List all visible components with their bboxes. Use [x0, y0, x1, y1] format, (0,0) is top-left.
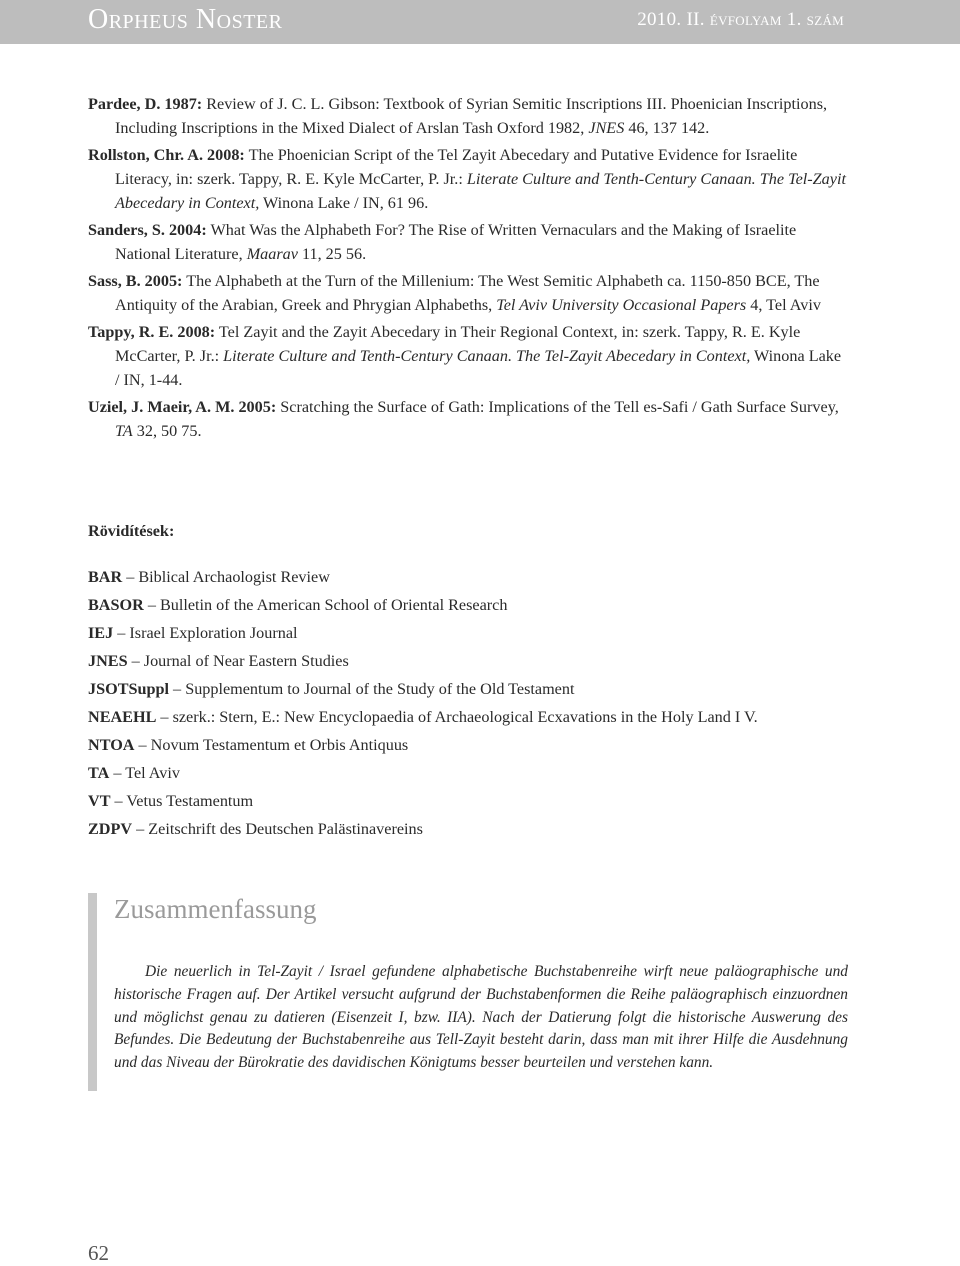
reference-author: Uziel, J. Maeir, A. M. 2005:	[88, 398, 277, 416]
summary-title: Zusammenfassung	[114, 894, 317, 924]
abbreviation: BASOR	[88, 596, 144, 614]
abbreviation: ZDPV	[88, 820, 133, 838]
abbreviations-title: Rövidítések:	[88, 522, 175, 540]
abbreviation-meaning: szerk.: Stern, E.: New Encyclopaedia of Archaeological Ecxavations in the Holy Land I V.	[172, 708, 758, 726]
reference-author: Tappy, R. E. 2008:	[88, 323, 216, 341]
reference-journal: TA	[115, 422, 133, 440]
reference-text-tail: 4, Tel Aviv	[746, 296, 821, 314]
abbreviation-meaning: Bulletin of the American School of Oriental Research	[159, 596, 508, 614]
reference-text-tail: 32, 50 75.	[132, 422, 202, 440]
reference-author: Sanders, S. 2004:	[88, 221, 207, 239]
reference-entry	[88, 320, 848, 392]
reference-entry	[88, 218, 848, 266]
abbreviation-meaning: Supplementum to Journal of the Study of the Old Testament	[185, 680, 575, 698]
abbreviation-meaning: Journal of Near Eastern Studies	[143, 652, 349, 670]
issue-info: 2010. II. évfolyam 1. szám	[637, 9, 844, 30]
reference-journal: Literate Culture and Tenth-Century Canaan. The Tel-Zayit Abecedary in Context,	[115, 170, 846, 212]
abbreviation-meaning: Novum Testamentum et Orbis Antiquus	[150, 736, 409, 754]
abbreviation-item: TA – Tel Aviv	[88, 764, 180, 782]
reference-text: Review of J. C. L. Gibson: Textbook of Syrian Semitic Inscriptions III. Phoenician Inscriptions, Including Inscriptions in the Mixed Dialect of Arslan Tash Oxford 1982,	[115, 95, 828, 137]
reference-text: Tel Zayit and the Zayit Abecedary in Their Regional Context, in: szerk. Tappy, R. E. Kyle McCarter, P. Jr.:	[115, 323, 801, 365]
reference-author: Pardee, D. 1987:	[88, 95, 203, 113]
abbreviation: NEAEHL	[88, 708, 157, 726]
reference-text: The Phoenician Script of the Tel Zayit Abecedary and Putative Evidence for Israelite Literacy, in: szerk. Tappy, R. E. Kyle McCarter, P. Jr.:	[115, 146, 798, 188]
abbreviation: TA	[88, 764, 110, 782]
reference-journal: JNES	[588, 119, 625, 137]
abbreviation-item: JNES – Journal of Near Eastern Studies	[88, 652, 349, 670]
reference-text: The Alphabeth at the Turn of the Millenium: The West Semitic Alphabeth ca. 1150-850 BCE, The Antiquity of the Arabian, Greek and Phrygian Alphabeths,	[115, 272, 820, 314]
reference-text-tail: 46, 137 142.	[624, 119, 710, 137]
reference-entry	[88, 395, 848, 443]
reference-text: What Was the Alphabeth For? The Rise of Written Vernaculars and the Making of Israelite National Literature,	[115, 221, 797, 263]
page-number: 62	[88, 1241, 109, 1265]
abbreviations-list	[88, 565, 868, 845]
summary-accent-bar	[88, 893, 97, 1091]
abbreviation-item: IEJ – Israel Exploration Journal	[88, 624, 298, 642]
reference-text-tail: Winona Lake / IN, 1-44.	[115, 347, 842, 389]
reference-entry	[88, 143, 848, 215]
reference-author: Sass, B. 2005:	[88, 272, 183, 290]
abbreviation-meaning: Tel Aviv	[125, 764, 180, 782]
abbreviation: JSOTSuppl	[88, 680, 169, 698]
reference-entry	[88, 92, 848, 140]
abbreviation-item: NEAEHL – szerk.: Stern, E.: New Encyclopaedia of Archaeological Ecxavations in the Holy Land I V.	[88, 708, 758, 726]
abbreviation-item: BASOR – Bulletin of the American School of Oriental Research	[88, 596, 508, 614]
reference-journal: Literate Culture and Tenth-Century Canaan. The Tel-Zayit Abecedary in Context,	[223, 347, 751, 365]
reference-journal: Tel Aviv University Occasional Papers	[496, 296, 747, 314]
reference-text: Scratching the Surface of Gath: Implications of the Tell es-Safi / Gath Surface Survey,	[276, 398, 839, 416]
reference-text-tail: 11, 25 56.	[297, 245, 367, 263]
abbreviation-item: NTOA – Novum Testamentum et Orbis Antiquus	[88, 736, 409, 754]
abbreviation-item: BAR – Biblical Archaologist Review	[88, 568, 330, 586]
abbreviation-meaning: Israel Exploration Journal	[129, 624, 298, 642]
reference-list	[88, 92, 848, 446]
abbreviation-item: JSOTSuppl – Supplementum to Journal of the Study of the Old Testament	[88, 680, 575, 698]
reference-journal: Maarav	[246, 245, 298, 263]
abbreviation: VT	[88, 792, 111, 810]
running-header	[0, 0, 960, 44]
reference-author: Rollston, Chr. A. 2008:	[88, 146, 245, 164]
reference-text-tail: Winona Lake / IN, 61 96.	[259, 194, 429, 212]
abbreviation: IEJ	[88, 624, 114, 642]
abbreviation-meaning: Biblical Archaologist Review	[138, 568, 330, 586]
abbreviation: NTOA	[88, 736, 135, 754]
abbreviation-item: VT – Vetus Testamentum	[88, 792, 254, 810]
summary-text: Die neuerlich in Tel-Zayit / Israel gefundene alphabetische Buchstabenreihe wirft neue paläographische und historische Fragen auf. Der Artikel versucht aufgrund der Buchstabenformen die Reihe paläographisch einzuordnen und möglichst genau zu datieren (Eisenzeit I, bzw. IIA). Nach der Datierung folgt die historische Auswerung des Befundes. Die Bedeutung der Buchstabenreihe aus Tell-Zayit besteht darin, dass man mit ihrer Hilfe die Ausdehnung und das Niveau der Bürokratie des davidischen Königtums besser beurteilen und verstehen kann.	[114, 963, 848, 1072]
journal-name: Orpheus Noster	[88, 4, 283, 35]
abbreviation: JNES	[88, 652, 128, 670]
abbreviation-meaning: Vetus Testamentum	[126, 792, 254, 810]
abbreviation-item: ZDPV – Zeitschrift des Deutschen Palästinavereins	[88, 820, 423, 838]
abbreviation-meaning: Zeitschrift des Deutschen Palästinavereins	[148, 820, 423, 838]
reference-entry	[88, 269, 848, 317]
abbreviation: BAR	[88, 568, 123, 586]
